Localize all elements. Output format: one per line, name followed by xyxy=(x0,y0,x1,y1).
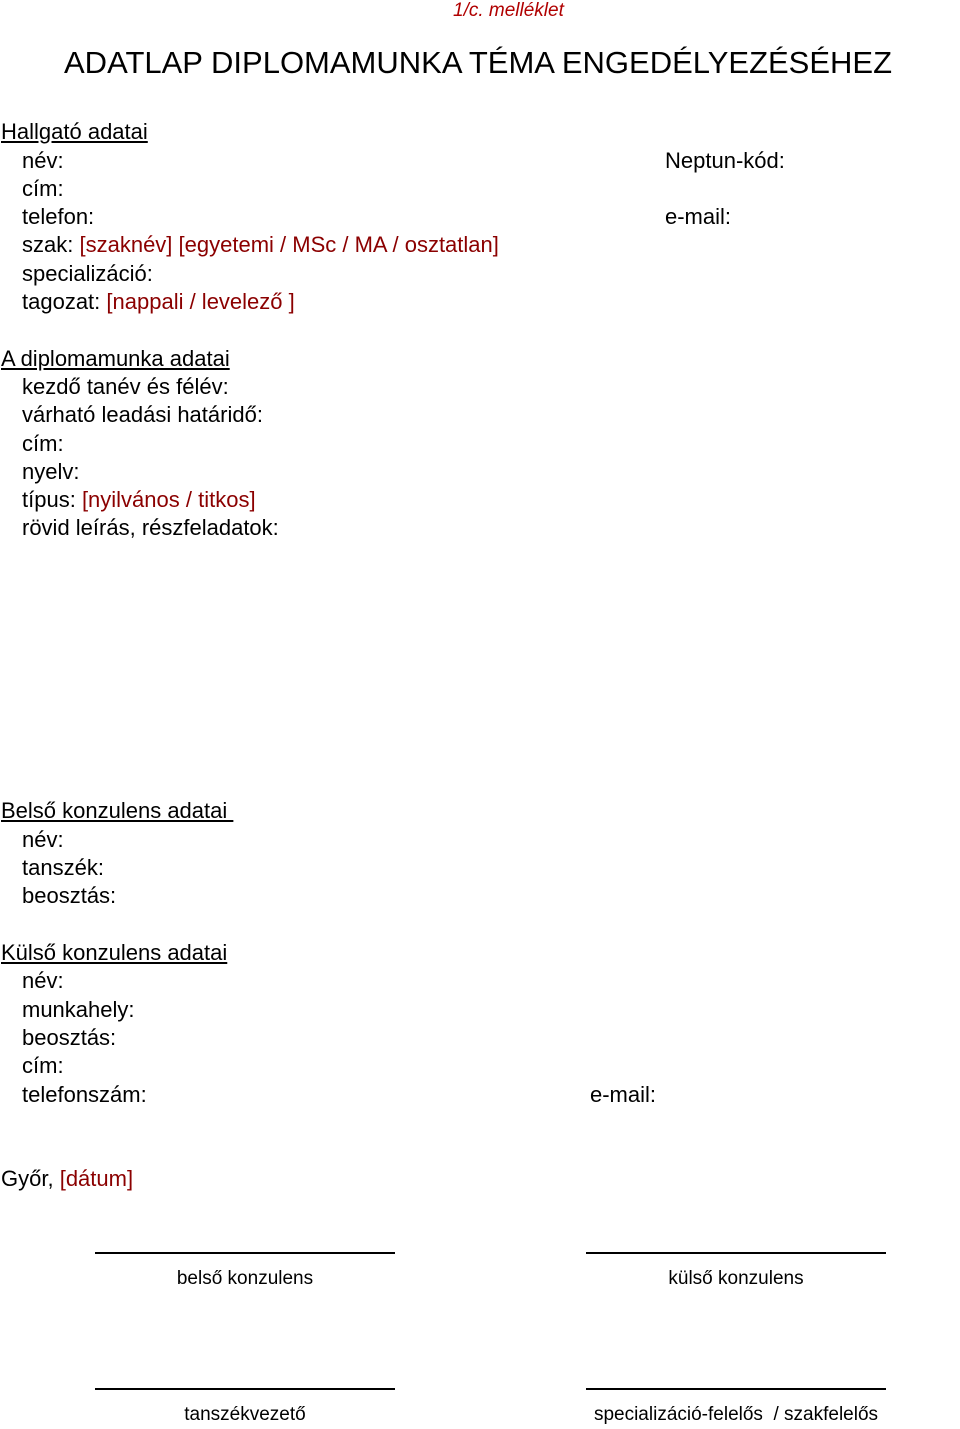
internal-consultant-department-label: tanszék: xyxy=(22,855,104,880)
place-date-row xyxy=(1,1165,133,1193)
thesis-language-label: nyelv: xyxy=(22,459,80,484)
student-major-row xyxy=(22,231,499,259)
student-mode-row xyxy=(22,288,295,316)
internal-consultant-signature-label: belső konzulens xyxy=(176,1268,314,1289)
internal-consultant-name-label: név: xyxy=(22,827,64,852)
thesis-description-label: rövid leírás, részfeladatok: xyxy=(22,515,279,540)
student-phone-label: telefon: xyxy=(22,204,95,229)
external-consultant-heading: Külső konzulens adatai xyxy=(1,940,228,965)
external-consultant-signature-line xyxy=(586,1252,886,1254)
external-consultant-signature-label: külső konzulens xyxy=(668,1268,804,1289)
document-title: ADATLAP DIPLOMAMUNKA TÉMA ENGEDÉLYEZÉSÉHEZ xyxy=(64,45,893,80)
thesis-type-label: típus: xyxy=(22,487,76,512)
internal-consultant-heading: Belső konzulens adatai xyxy=(1,798,234,823)
student-address-label: cím: xyxy=(22,176,64,201)
thesis-deadline-label: várható leadási határidő: xyxy=(22,402,263,427)
student-email-label: e-mail: xyxy=(665,204,732,229)
annex-label: 1/c. melléklet xyxy=(453,0,564,21)
student-major-label: szak: xyxy=(22,232,74,257)
student-name-label: név: xyxy=(22,148,64,173)
internal-consultant-signature-line xyxy=(95,1252,395,1254)
student-specialization-label: specializáció: xyxy=(22,261,153,286)
date-placeholder: [dátum] xyxy=(59,1166,134,1191)
head-of-department-signature-line xyxy=(95,1388,395,1390)
thesis-type-row xyxy=(22,486,256,514)
student-section-heading: Hallgató adatai xyxy=(1,119,148,144)
external-consultant-phone-label: telefonszám: xyxy=(22,1082,147,1107)
external-consultant-email-label: e-mail: xyxy=(590,1082,657,1107)
internal-consultant-position-label: beosztás: xyxy=(22,883,117,908)
external-consultant-address-label: cím: xyxy=(22,1053,64,1078)
specialization-responsible-signature-line xyxy=(586,1388,886,1390)
thesis-title-label: cím: xyxy=(22,431,64,456)
thesis-section-heading: A diplomamunka adatai xyxy=(1,346,230,371)
head-of-department-signature-label: tanszékvezető xyxy=(184,1404,306,1425)
neptun-code-label: Neptun-kód: xyxy=(665,148,785,173)
student-mode-value: [nappali / levelező ] xyxy=(106,289,295,314)
place-label: Győr, xyxy=(1,1166,54,1191)
thesis-type-value: [nyilvános / titkos] xyxy=(81,487,256,512)
student-major-value: [szaknév] [egyetemi / MSc / MA / osztatlan] xyxy=(79,232,499,257)
external-consultant-name-label: név: xyxy=(22,968,64,993)
external-consultant-position-label: beosztás: xyxy=(22,1025,117,1050)
thesis-start-label: kezdő tanév és félév: xyxy=(22,374,229,399)
student-mode-label: tagozat: xyxy=(22,289,101,314)
specialization-responsible-signature-label: specializáció-felelős / szakfelelős xyxy=(593,1404,879,1425)
external-consultant-workplace-label: munkahely: xyxy=(22,997,135,1022)
